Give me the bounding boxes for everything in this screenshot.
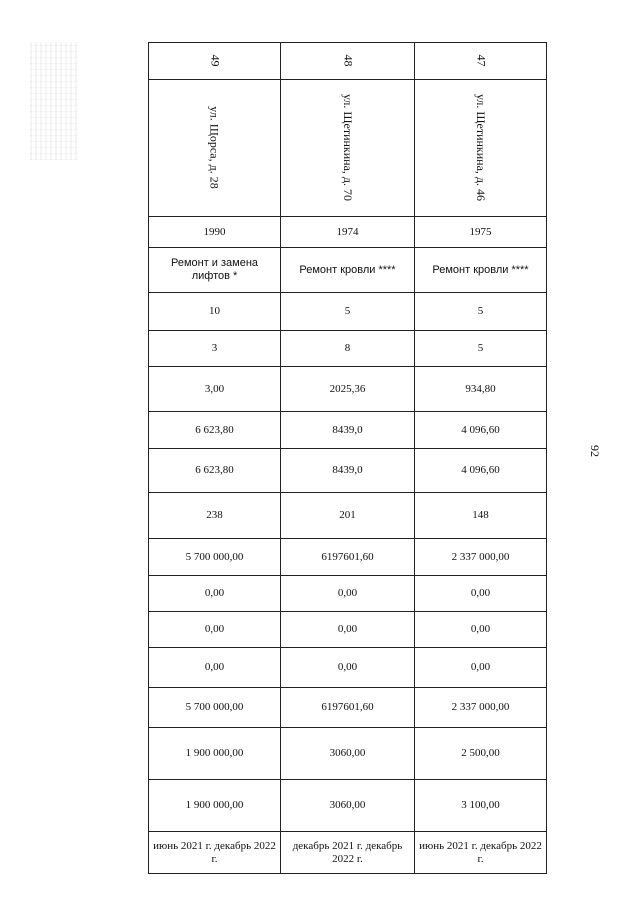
row-number-value: 48 bbox=[341, 54, 355, 67]
data-table bbox=[148, 42, 547, 874]
address-text: ул. Щетинкина, д. 70 bbox=[341, 93, 355, 202]
table-cell: 0,00 bbox=[149, 648, 281, 688]
table-row bbox=[149, 780, 547, 832]
table-cell: 238 bbox=[149, 493, 281, 539]
table-cell: 1990 bbox=[149, 217, 281, 248]
scan-smudge-decoration bbox=[30, 42, 78, 160]
table-cell: 5 bbox=[415, 293, 547, 331]
table-cell: 1974 bbox=[281, 217, 415, 248]
table-row bbox=[149, 449, 547, 493]
table-cell bbox=[415, 43, 547, 80]
table-cell bbox=[415, 80, 547, 217]
table-cell bbox=[281, 43, 415, 80]
table-cell: Ремонт кровли **** bbox=[281, 248, 415, 293]
table-cell: 6 623,80 bbox=[149, 412, 281, 449]
table-cell: 934,80 bbox=[415, 367, 547, 412]
table-row-work-type bbox=[149, 248, 547, 293]
address-text: ул. Щетинкина, д. 46 bbox=[474, 93, 488, 202]
table-row-year bbox=[149, 217, 547, 248]
table-cell: 2025,36 bbox=[281, 367, 415, 412]
table-row bbox=[149, 576, 547, 612]
table-cell: 5 700 000,00 bbox=[149, 688, 281, 728]
table-cell: 2 500,00 bbox=[415, 728, 547, 780]
table-cell: июнь 2021 г. декабрь 2022 г. bbox=[415, 832, 547, 874]
table-row-number bbox=[149, 43, 547, 80]
table-row bbox=[149, 648, 547, 688]
table-cell: 148 bbox=[415, 493, 547, 539]
table-cell bbox=[281, 80, 415, 217]
table-cell: 2 337 000,00 bbox=[415, 539, 547, 576]
table-row-address bbox=[149, 80, 547, 217]
table-cell: 4 096,60 bbox=[415, 412, 547, 449]
table-cell: 1 900 000,00 bbox=[149, 728, 281, 780]
table-cell: 0,00 bbox=[281, 576, 415, 612]
table-cell: 0,00 bbox=[415, 648, 547, 688]
table-cell: 2 337 000,00 bbox=[415, 688, 547, 728]
table-row bbox=[149, 412, 547, 449]
table-row bbox=[149, 688, 547, 728]
table-cell: 0,00 bbox=[149, 576, 281, 612]
table-row bbox=[149, 612, 547, 648]
table-cell: 6 623,80 bbox=[149, 449, 281, 493]
table-cell: 0,00 bbox=[281, 648, 415, 688]
table-row bbox=[149, 493, 547, 539]
table-cell: 6197601,60 bbox=[281, 539, 415, 576]
page-number: 92 bbox=[588, 445, 602, 457]
table-cell bbox=[149, 80, 281, 217]
table-cell: 3060,00 bbox=[281, 780, 415, 832]
table-cell: 8439,0 bbox=[281, 412, 415, 449]
table-cell: 3 100,00 bbox=[415, 780, 547, 832]
table-row-period bbox=[149, 832, 547, 874]
table-cell: Ремонт кровли **** bbox=[415, 248, 547, 293]
table-cell: 0,00 bbox=[415, 576, 547, 612]
table-row bbox=[149, 728, 547, 780]
table-cell: 5 700 000,00 bbox=[149, 539, 281, 576]
table-cell: июнь 2021 г. декабрь 2022 г. bbox=[149, 832, 281, 874]
table-cell: 3,00 bbox=[149, 367, 281, 412]
row-number-value: 49 bbox=[208, 54, 222, 67]
table-row bbox=[149, 293, 547, 331]
row-number-value: 47 bbox=[474, 54, 488, 67]
table-cell: 8439,0 bbox=[281, 449, 415, 493]
table-cell: 0,00 bbox=[149, 612, 281, 648]
table-cell: 3060,00 bbox=[281, 728, 415, 780]
address-text: ул. Щорса, д. 28 bbox=[207, 106, 222, 189]
table-cell: 0,00 bbox=[281, 612, 415, 648]
table-cell: 1975 bbox=[415, 217, 547, 248]
table-cell: декабрь 2021 г. декабрь 2022 г. bbox=[281, 832, 415, 874]
table-cell: 5 bbox=[415, 331, 547, 367]
table-cell: Ремонт и замена лифтов * bbox=[149, 248, 281, 293]
table-row bbox=[149, 539, 547, 576]
table-cell: 201 bbox=[281, 493, 415, 539]
table-cell: 4 096,60 bbox=[415, 449, 547, 493]
table-cell: 3 bbox=[149, 331, 281, 367]
table-cell: 0,00 bbox=[415, 612, 547, 648]
table-cell: 5 bbox=[281, 293, 415, 331]
table-cell: 8 bbox=[281, 331, 415, 367]
table-row bbox=[149, 367, 547, 412]
table-cell bbox=[149, 43, 281, 80]
table-row bbox=[149, 331, 547, 367]
table-cell: 6197601,60 bbox=[281, 688, 415, 728]
table-cell: 10 bbox=[149, 293, 281, 331]
table-cell: 1 900 000,00 bbox=[149, 780, 281, 832]
